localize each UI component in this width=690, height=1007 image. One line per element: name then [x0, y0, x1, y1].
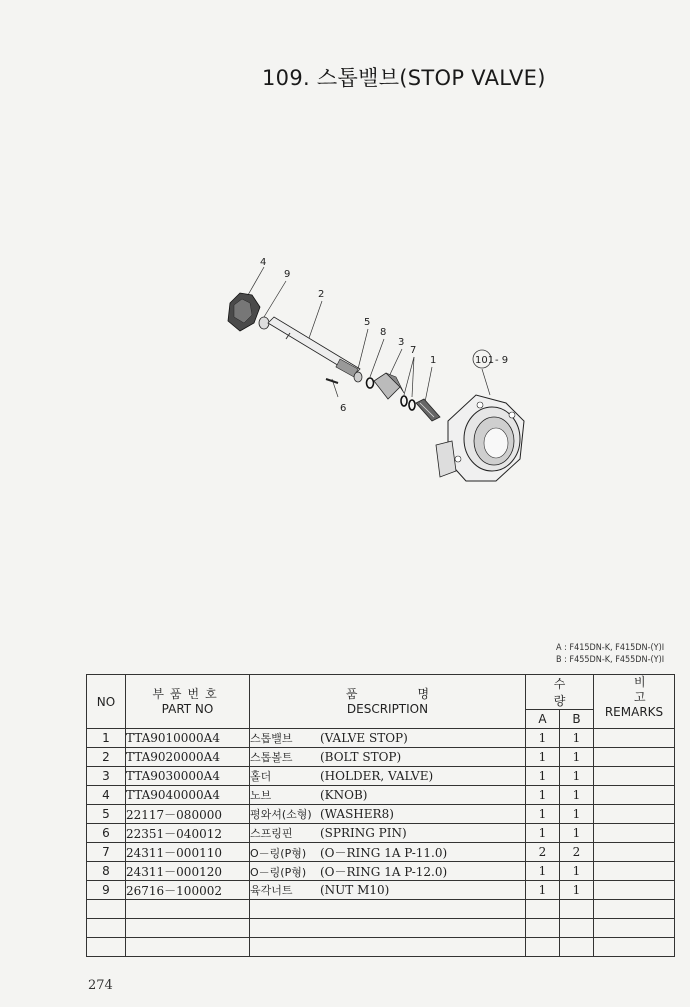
header-description [250, 675, 526, 729]
row-no: 4 [87, 786, 126, 805]
row-qty-a: 1 [526, 862, 560, 881]
row-qty-b: 1 [560, 767, 594, 786]
row-description-eng: (O－RING 1A P-12.0) [320, 864, 448, 879]
row-description [250, 881, 526, 900]
callout-7: 7 [410, 345, 417, 356]
row-description-eng: (KNOB) [320, 788, 368, 802]
callout-2: 2 [318, 289, 325, 300]
row-description [250, 824, 526, 843]
header-part-no-eng: PART NO [161, 701, 214, 716]
row-remarks [594, 881, 675, 900]
row-description-eng: (VALVE STOP) [320, 731, 408, 745]
model-variant-notes [556, 642, 664, 666]
callout-101: 101 [475, 355, 495, 366]
parts-table [86, 674, 690, 957]
row-remarks [594, 748, 675, 767]
header-remarks-eng: REMARKS [604, 705, 664, 719]
header-part-no-kor: 부품번호 [152, 686, 223, 701]
row-qty-b: 1 [560, 748, 594, 767]
page-number: 274 [88, 978, 113, 993]
row-description-eng: (HOLDER, VALVE) [320, 769, 434, 783]
variant-note-b: B : F455DN-K, F455DN-(Y)I [556, 655, 665, 665]
housing-part [436, 395, 524, 481]
header-no: NO [87, 675, 126, 729]
table-row [87, 881, 675, 900]
row-no: 1 [87, 729, 126, 748]
row-description [250, 729, 526, 748]
row-remarks [594, 786, 675, 805]
callout-8: 8 [380, 327, 387, 338]
header-part-no [126, 675, 250, 729]
row-description-kor: 노브 [250, 789, 272, 802]
table-row [87, 805, 675, 824]
table-row-empty [87, 938, 675, 957]
row-no: 3 [87, 767, 126, 786]
stop-bolt-part [268, 317, 360, 377]
callout-101-9: - 9 [495, 355, 509, 366]
callout-4: 4 [260, 257, 267, 268]
row-qty-b: 1 [560, 786, 594, 805]
header-qty-a: A [526, 710, 560, 729]
row-part-no: TTA9020000A4 [126, 748, 250, 767]
row-qty-b: 2 [560, 843, 594, 862]
row-no: 2 [87, 748, 126, 767]
row-qty-b: 1 [560, 862, 594, 881]
row-qty-a: 1 [526, 805, 560, 824]
row-no: 5 [87, 805, 126, 824]
page-title: 109. 스톱밸브(STOP VALVE) [262, 66, 546, 90]
row-remarks [594, 729, 675, 748]
row-description-kor: O－링(P형) [250, 846, 307, 860]
row-description-eng: (WASHER8) [320, 807, 394, 821]
table-row [87, 824, 675, 843]
header-description-eng: DESCRIPTION [346, 701, 429, 716]
row-description [250, 805, 526, 824]
row-remarks [594, 824, 675, 843]
row-part-no: 22351－040012 [126, 824, 250, 843]
callout-3: 3 [398, 337, 405, 348]
row-qty-a: 1 [526, 786, 560, 805]
header-description-kor: 품명 [345, 686, 490, 701]
callout-6: 6 [340, 403, 347, 414]
row-description-eng: (NUT M10) [320, 883, 390, 897]
row-description-kor: 홀더 [250, 770, 272, 783]
row-qty-a: 1 [526, 824, 560, 843]
stop-valve-exploded-diagram [190, 245, 550, 505]
row-description-kor: 스톱볼트 [250, 751, 293, 764]
row-description-kor: O－링(P형) [250, 865, 307, 879]
table-row-empty [87, 919, 675, 938]
callout-5: 5 [364, 317, 371, 328]
row-no: 9 [87, 881, 126, 900]
row-part-no: TTA9010000A4 [126, 729, 250, 748]
row-qty-a: 1 [526, 767, 560, 786]
valve-stop-part [416, 399, 440, 421]
row-qty-b: 1 [560, 805, 594, 824]
row-description [250, 767, 526, 786]
table-row-empty [87, 900, 675, 919]
row-description [250, 843, 526, 862]
row-part-no: TTA9030000A4 [126, 767, 250, 786]
row-description [250, 786, 526, 805]
table-row [87, 862, 675, 881]
table-row [87, 767, 675, 786]
row-no: 6 [87, 824, 126, 843]
header-remarks [594, 675, 690, 729]
table-row [87, 729, 675, 748]
row-qty-b: 1 [560, 824, 594, 843]
callout-1: 1 [430, 355, 437, 366]
row-part-no: 24311－000120 [126, 862, 250, 881]
row-qty-a: 2 [526, 843, 560, 862]
row-no: 7 [87, 843, 126, 862]
row-remarks [594, 805, 675, 824]
row-description-kor: 육각너트 [250, 884, 293, 897]
row-description [250, 862, 526, 881]
table-row [87, 748, 675, 767]
row-remarks [594, 843, 675, 862]
row-part-no: TTA9040000A4 [126, 786, 250, 805]
variant-note-a: A : F415DN-K, F415DN-(Y)I [556, 643, 665, 653]
row-description-kor: 스프링핀 [250, 827, 293, 840]
row-part-no: 26716－100002 [126, 881, 250, 900]
row-qty-a: 1 [526, 748, 560, 767]
row-qty-a: 1 [526, 729, 560, 748]
row-part-no: 24311－000110 [126, 843, 250, 862]
callout-9: 9 [284, 269, 291, 280]
row-description-kor: 스톱밸브 [250, 732, 293, 745]
table-row [87, 786, 675, 805]
row-description-eng: (O－RING 1A P-11.0) [320, 845, 448, 860]
knob-part [228, 293, 260, 331]
row-part-no: 22117－080000 [126, 805, 250, 824]
row-qty-b: 1 [560, 729, 594, 748]
header-qty-b: B [560, 710, 594, 729]
holder-part [374, 373, 404, 399]
row-description-eng: (SPRING PIN) [320, 826, 407, 840]
row-description-eng: (BOLT STOP) [320, 750, 402, 764]
row-description-kor: 평와셔(소형) [250, 808, 312, 821]
row-qty-a: 1 [526, 881, 560, 900]
header-quantity: 수량 [526, 675, 594, 710]
row-no: 8 [87, 862, 126, 881]
row-remarks [594, 767, 675, 786]
row-qty-b: 1 [560, 881, 594, 900]
row-remarks [594, 862, 675, 881]
row-description [250, 748, 526, 767]
header-remarks-kor: 비고 [634, 675, 690, 704]
table-row [87, 843, 675, 862]
